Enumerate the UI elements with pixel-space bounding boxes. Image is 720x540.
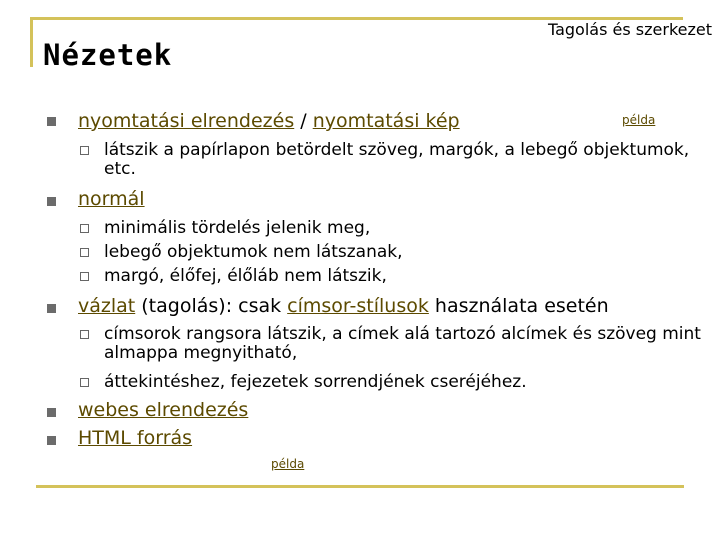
list-item xyxy=(78,110,460,132)
frame-left-line xyxy=(30,17,33,67)
link-normal[interactable]: normál xyxy=(78,188,145,210)
bullet-icon xyxy=(47,304,56,313)
checkbox-bullet-icon xyxy=(80,330,89,339)
slide-title: Nézetek xyxy=(43,38,173,72)
checkbox-bullet-icon xyxy=(80,224,89,233)
sub-item: minimális tördelés jelenik meg, xyxy=(104,218,371,238)
bullet-icon xyxy=(47,408,56,417)
frame-bottom-line xyxy=(36,485,684,488)
sub-item: margó, élőfej, élőláb nem látszik, xyxy=(104,266,387,286)
checkbox-bullet-icon xyxy=(80,378,89,387)
item-text: (tagolás): csak xyxy=(135,295,288,317)
link-print-preview[interactable]: nyomtatási kép xyxy=(312,110,460,132)
link-web-layout[interactable]: webes elrendezés xyxy=(78,399,249,421)
item-text: használata esetén xyxy=(428,295,609,317)
checkbox-bullet-icon xyxy=(80,272,89,281)
example-link[interactable]: példa xyxy=(271,457,305,471)
list-item xyxy=(78,427,192,449)
link-html-source[interactable]: HTML forrás xyxy=(78,427,193,449)
bullet-icon xyxy=(47,117,56,126)
link-outline[interactable]: vázlat xyxy=(78,295,136,317)
link-print-layout[interactable]: nyomtatási elrendezés xyxy=(78,110,295,132)
section-header: Tagolás és szerkezet xyxy=(547,20,712,39)
example-link[interactable]: példa xyxy=(622,113,656,127)
bullet-icon xyxy=(47,436,56,445)
separator: / xyxy=(294,110,313,132)
list-item xyxy=(78,188,145,210)
checkbox-bullet-icon xyxy=(80,146,89,155)
list-item xyxy=(78,295,609,317)
sub-item: címsorok rangsora látszik, a címek alá tartozó alcímek és szöveg mint almappa megnyitható, xyxy=(104,324,701,363)
bullet-icon xyxy=(47,197,56,206)
checkbox-bullet-icon xyxy=(80,248,89,257)
sub-item: lebegő objektumok nem látszanak, xyxy=(104,242,403,262)
list-item xyxy=(78,399,248,421)
link-heading-styles[interactable]: címsor-stílusok xyxy=(287,295,429,317)
sub-item: áttekintéshez, fejezetek sorrendjének cseréjéhez. xyxy=(104,372,527,392)
sub-item: látszik a papírlapon betördelt szöveg, margók, a lebegő objektumok, etc. xyxy=(104,140,690,179)
